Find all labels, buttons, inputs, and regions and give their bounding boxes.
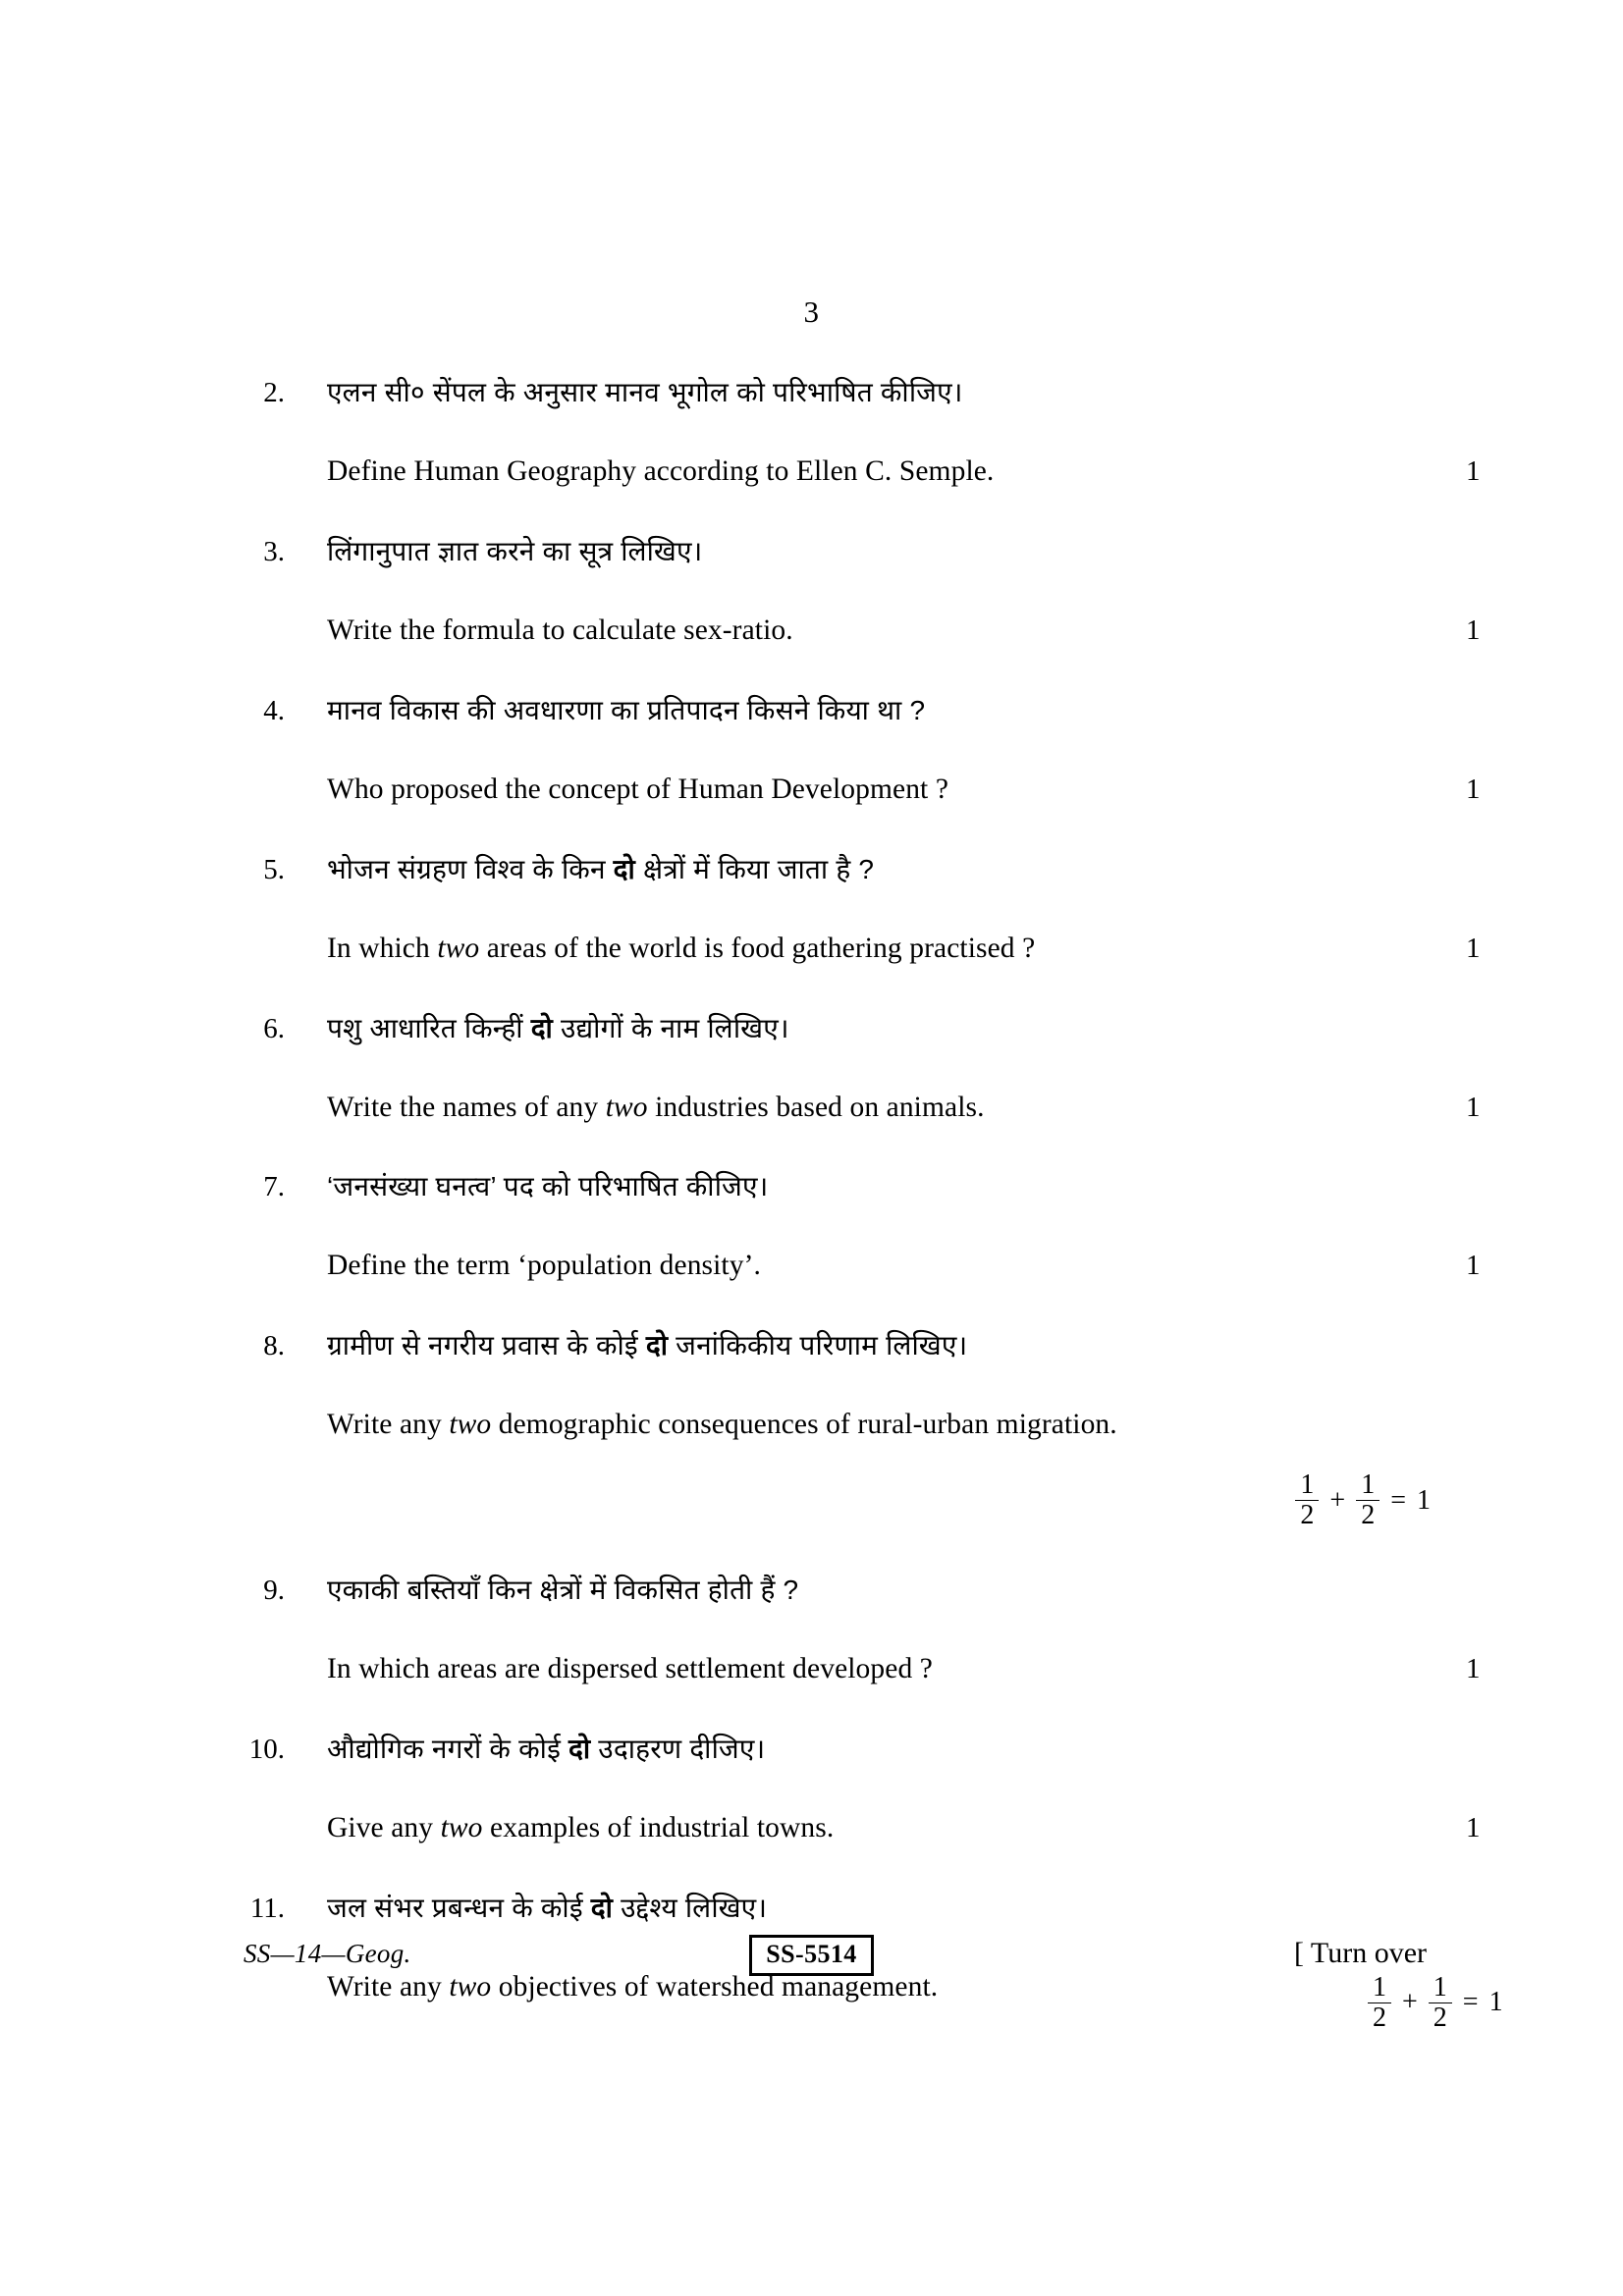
question-number: 11. <box>249 1893 285 1925</box>
question-hindi-row <box>0 1169 1623 1205</box>
question-english-row <box>0 612 1623 650</box>
fraction-operator: + <box>1329 1484 1346 1516</box>
question-block <box>0 852 1623 968</box>
question-marks <box>0 1471 1623 1529</box>
question-text-english <box>327 453 1422 491</box>
question-marks: 1 <box>1466 1250 1481 1282</box>
question-hindi-row <box>0 852 1623 888</box>
question-text-english <box>327 1650 1422 1688</box>
question-text-english <box>327 1247 1422 1285</box>
question-list <box>0 375 1623 2032</box>
question-hindi-emphasis: दो <box>613 853 635 884</box>
question-marks: 1 <box>1466 1653 1481 1685</box>
question-text-english <box>327 1809 1422 1847</box>
question-text-english <box>327 1089 1422 1127</box>
question-text-hindi <box>327 852 1422 888</box>
question-hindi-row <box>0 1891 1623 1927</box>
question-hindi-pre: भोजन संग्रहण विश्व के किन <box>327 853 614 884</box>
question-block <box>0 534 1623 650</box>
footer-paper-code: SS—14—Geog. <box>243 1939 411 1968</box>
question-english-pre: Write the names of any <box>327 1091 606 1123</box>
fraction <box>1356 1471 1380 1529</box>
question-english-post: industries based on animals. <box>647 1091 985 1123</box>
fraction-denominator: 2 <box>1433 2002 1447 2033</box>
fraction-total: 1 <box>1488 1987 1503 2018</box>
question-hindi-row <box>0 1328 1623 1364</box>
question-english-row <box>0 1406 1623 1444</box>
question-english-pre: Who proposed the concept of Human Development ? <box>327 773 949 805</box>
footer-code-box: SS-5514 <box>749 1935 873 1976</box>
question-hindi-emphasis: दो <box>590 1893 614 1924</box>
question-english-emphasis: two <box>605 1091 648 1123</box>
question-text-english <box>327 930 1422 968</box>
question-english-emphasis: two <box>437 932 480 964</box>
question-number: 5. <box>263 853 285 885</box>
fraction-numerator: 1 <box>1295 1471 1319 1501</box>
question-text-hindi <box>327 534 1422 570</box>
question-text-hindi <box>327 1169 1422 1205</box>
question-marks: 1 <box>1466 773 1481 805</box>
question-hindi-emphasis: दो <box>568 1734 591 1765</box>
question-hindi-pre: एलन सी० सेंपल के अनुसार मानव भूगोल को परिभाषित कीजिए। <box>327 377 963 407</box>
question-marks: 1 <box>1466 454 1481 487</box>
question-hindi-pre: मानव विकास की अवधारणा का प्रतिपादन किसने किया था ? <box>327 694 926 725</box>
fraction-total: 1 <box>1417 1484 1431 1516</box>
question-text-hindi <box>327 1011 1422 1047</box>
question-hindi-pre: एकाकी बस्तियाँ किन क्षेत्रों में विकसित होती हैं ? <box>327 1575 799 1606</box>
question-english-row <box>0 930 1623 968</box>
question-text-english <box>327 771 1422 809</box>
question-block <box>0 693 1623 809</box>
question-english-pre: Define the term ‘population density’. <box>327 1250 761 1282</box>
question-english-row <box>0 771 1623 809</box>
question-hindi-post: उद्योगों के नाम लिखिए। <box>553 1012 789 1043</box>
fraction <box>1295 1471 1319 1529</box>
page-number: 3 <box>803 294 820 329</box>
question-text-hindi <box>327 1732 1422 1768</box>
question-english-post: areas of the world is food gathering practised ? <box>479 932 1036 964</box>
question-english-pre: Write any <box>327 1970 450 2002</box>
question-english-row <box>0 1809 1623 1847</box>
question-block <box>0 1011 1623 1127</box>
question-english-row <box>0 1247 1623 1285</box>
question-number: 10. <box>248 1734 285 1766</box>
question-hindi-post: उद्देश्य लिखिए। <box>613 1893 768 1924</box>
question-hindi-row <box>0 375 1623 411</box>
fraction-denominator: 2 <box>1373 2002 1386 2033</box>
question-text-hindi <box>327 1328 1422 1364</box>
question-block <box>0 1328 1623 1529</box>
question-english-row <box>0 1089 1623 1127</box>
question-number: 6. <box>263 1012 285 1044</box>
question-english-pre: Define Human Geography according to Ellen C. Semple. <box>327 454 995 487</box>
question-block <box>0 1169 1623 1285</box>
question-english-pre: In which <box>327 932 438 964</box>
question-hindi-pre: पशु आधारित किन्हीं <box>327 1012 531 1043</box>
question-hindi-row <box>0 1573 1623 1609</box>
question-marks: 1 <box>1466 614 1481 646</box>
question-hindi-pre: ग्रामीण से नगरीय प्रवास के कोई <box>327 1330 646 1362</box>
footer-turn-over: [ Turn over <box>1293 1937 1427 1969</box>
fraction-operator: + <box>1402 1987 1418 2018</box>
question-block <box>0 1732 1623 1847</box>
question-hindi-emphasis: दो <box>645 1330 669 1362</box>
question-text-hindi <box>327 375 1422 411</box>
question-english-pre: Write the formula to calculate sex-ratio. <box>327 614 793 646</box>
question-hindi-row <box>0 1732 1623 1768</box>
fraction-numerator: 1 <box>1356 1471 1380 1501</box>
question-hindi-post: जनांकिकीय परिणाम लिखिए। <box>668 1330 968 1362</box>
question-english-emphasis: two <box>449 1409 492 1441</box>
question-hindi-pre: लिंगानुपात ज्ञात करने का सूत्र लिखिए। <box>327 535 703 566</box>
fraction-numerator: 1 <box>1368 1974 1391 2003</box>
fraction-equals: = <box>1390 1484 1406 1516</box>
question-hindi-pre: ‘जनसंख्या घनत्व’ पद को परिभाषित कीजिए। <box>327 1171 769 1202</box>
question-marks: 1 <box>1466 932 1481 964</box>
question-block <box>0 375 1623 491</box>
question-hindi-pre: औद्योगिक नगरों के कोई <box>327 1734 568 1765</box>
fraction-equals: = <box>1462 1987 1479 2018</box>
question-text-english <box>327 612 1422 650</box>
question-english-emphasis: two <box>440 1812 483 1844</box>
question-english-row <box>0 1650 1623 1688</box>
question-english-pre: Write any <box>327 1409 450 1441</box>
question-hindi-row <box>0 534 1623 570</box>
question-number: 8. <box>263 1330 285 1362</box>
question-number: 2. <box>263 377 285 408</box>
question-number: 4. <box>263 694 285 726</box>
question-marks: 1 <box>1466 1812 1481 1844</box>
question-english-emphasis: two <box>449 1970 492 2002</box>
question-hindi-post: उदाहरण दीजिए। <box>590 1734 766 1765</box>
fraction-denominator: 2 <box>1300 1500 1315 1531</box>
question-text-english <box>327 1406 1422 1444</box>
marks-fraction-expression <box>1295 1471 1431 1529</box>
question-block <box>0 1573 1623 1688</box>
question-hindi-row <box>0 693 1623 729</box>
question-number: 9. <box>263 1575 285 1607</box>
question-number: 7. <box>263 1171 285 1203</box>
question-hindi-row <box>0 1011 1623 1047</box>
question-english-post: objectives of watershed management. <box>491 1970 939 2002</box>
question-english-post: demographic consequences of rural-urban migration. <box>491 1409 1117 1441</box>
fraction-denominator: 2 <box>1361 1500 1376 1531</box>
question-english-row <box>0 453 1623 491</box>
question-english-post: examples of industrial towns. <box>482 1812 835 1844</box>
question-hindi-pre: जल संभर प्रबन्धन के कोई <box>327 1893 591 1924</box>
question-number: 3. <box>263 535 285 567</box>
question-text-hindi <box>327 1891 1422 1927</box>
question-english-pre: In which areas are dispersed settlement developed ? <box>327 1653 933 1685</box>
question-english-pre: Give any <box>327 1812 441 1844</box>
question-hindi-post: क्षेत्रों में किया जाता है ? <box>635 853 875 884</box>
page-footer <box>0 1939 1623 1998</box>
question-marks: 1 <box>1466 1091 1481 1123</box>
fraction-numerator: 1 <box>1429 1974 1452 2003</box>
question-text-hindi <box>327 693 1422 729</box>
question-text-hindi <box>327 1573 1422 1609</box>
question-hindi-emphasis: दो <box>530 1012 554 1043</box>
